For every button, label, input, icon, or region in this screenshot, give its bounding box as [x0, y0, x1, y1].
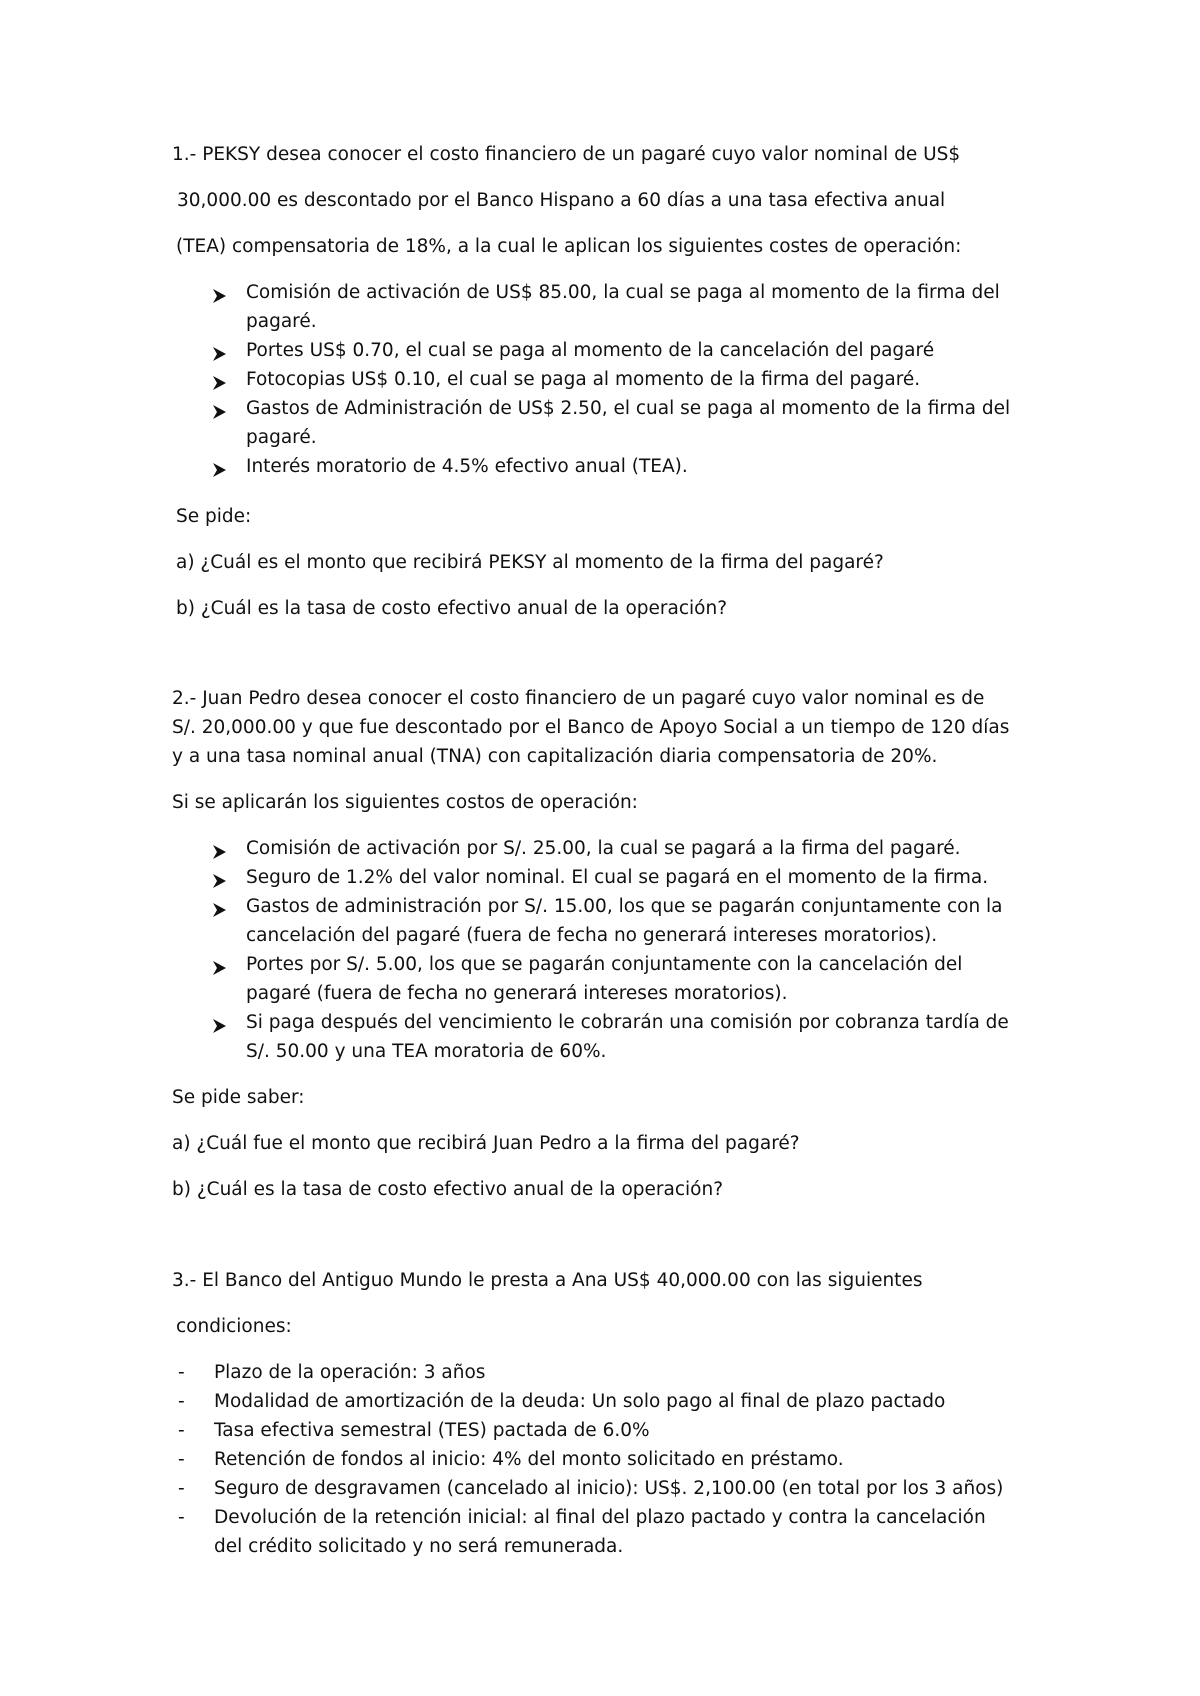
q1-bullet-text: Fotocopias US$ 0.10, el cual se paga al momento de la firma del pagaré. — [246, 369, 921, 390]
q1-bullet-text: pagaré. — [246, 311, 317, 332]
q2-bullet-text: Comisión de activación por S/. 25.00, la cual se pagará a la firma del pagaré. — [246, 838, 961, 859]
q1-line-1: 1.- PEKSY desea conocer el costo financiero de un pagaré cuyo valor nominal de US$ — [172, 144, 961, 165]
q1-question-b: b) ¿Cuál es la tasa de costo efectivo anual de la operación? — [176, 598, 728, 619]
arrow-bullet-icon — [212, 462, 227, 478]
list-dash: - — [178, 1362, 185, 1383]
q2-bullet-text: Si paga después del vencimiento le cobrarán una comisión por cobranza tardía de — [246, 1012, 1009, 1033]
q2-question-b: b) ¿Cuál es la tasa de costo efectivo anual de la operación? — [172, 1179, 724, 1200]
arrow-bullet-icon — [212, 375, 227, 391]
q1-bullet-text: Interés moratorio de 4.5% efectivo anual (TEA). — [246, 456, 688, 477]
q2-bullet-text: cancelación del pagaré (fuera de fecha no generará intereses moratorios). — [246, 925, 938, 946]
list-dash: - — [178, 1449, 185, 1470]
arrow-bullet-icon — [212, 404, 227, 420]
q1-bullet-text: Comisión de activación de US$ 85.00, la cual se paga al momento de la firma del — [246, 282, 1000, 303]
q2-line-3: y a una tasa nominal anual (TNA) con capitalización diaria compensatoria de 20%. — [172, 746, 938, 767]
list-dash: - — [178, 1478, 185, 1499]
q1-line-3: (TEA) compensatoria de 18%, a la cual le aplican los siguientes costes de operación: — [176, 236, 962, 257]
q1-bullet-text: Gastos de Administración de US$ 2.50, el cual se paga al momento de la firma del — [246, 398, 1011, 419]
list-dash: - — [178, 1391, 185, 1412]
q2-line-2: S/. 20,000.00 y que fue descontado por el Banco de Apoyo Social a un tiempo de 120 días — [172, 717, 1010, 738]
q2-line-1: 2.- Juan Pedro desea conocer el costo financiero de un pagaré cuyo valor nominal es de — [172, 688, 985, 709]
q2-question-a: a) ¿Cuál fue el monto que recibirá Juan Pedro a la firma del pagaré? — [172, 1133, 800, 1154]
q2-bullet-text: Seguro de 1.2% del valor nominal. El cual se pagará en el momento de la firma. — [246, 867, 989, 888]
q2-bullet-text: S/. 50.00 y una TEA moratoria de 60%. — [246, 1041, 607, 1062]
q2-bullet-text: pagaré (fuera de fecha no generará intereses moratorios). — [246, 983, 788, 1004]
arrow-bullet-icon — [212, 902, 227, 918]
q2-bullet-text: Portes por S/. 5.00, los que se pagarán conjuntamente con la cancelación del — [246, 954, 963, 975]
q1-bullet-text: Portes US$ 0.70, el cual se paga al momento de la cancelación del pagaré — [246, 340, 935, 361]
q3-item-text: Devolución de la retención inicial: al final del plazo pactado y contra la cancelación — [214, 1507, 986, 1528]
q1-se-pide: Se pide: — [176, 506, 252, 527]
list-dash: - — [178, 1507, 185, 1528]
q3-line-2: condiciones: — [176, 1316, 292, 1337]
arrow-bullet-icon — [212, 960, 227, 976]
q2-intro: Si se aplicarán los siguientes costos de operación: — [172, 792, 638, 813]
q3-item-text: del crédito solicitado y no será remunerada. — [214, 1536, 624, 1557]
list-dash: - — [178, 1420, 185, 1441]
q3-line-1: 3.- El Banco del Antiguo Mundo le presta a Ana US$ 40,000.00 con las siguientes — [172, 1270, 923, 1291]
q3-item-text: Plazo de la operación: 3 años — [214, 1362, 486, 1383]
q1-question-a: a) ¿Cuál es el monto que recibirá PEKSY al momento de la firma del pagaré? — [176, 552, 884, 573]
q2-se-pide: Se pide saber: — [172, 1087, 305, 1108]
arrow-bullet-icon — [212, 288, 227, 304]
q2-bullet-text: Gastos de administración por S/. 15.00, los que se pagarán conjuntamente con la — [246, 896, 1003, 917]
q3-item-text: Retención de fondos al inicio: 4% del monto solicitado en préstamo. — [214, 1449, 844, 1470]
arrow-bullet-icon — [212, 844, 227, 860]
q1-line-2: 30,000.00 es descontado por el Banco Hispano a 60 días a una tasa efectiva anual — [177, 190, 946, 211]
q3-item-text: Seguro de desgravamen (cancelado al inicio): US$. 2,100.00 (en total por los 3 años) — [214, 1478, 1004, 1499]
arrow-bullet-icon — [212, 346, 227, 362]
q1-bullet-text: pagaré. — [246, 427, 317, 448]
arrow-bullet-icon — [212, 1018, 227, 1034]
arrow-bullet-icon — [212, 873, 227, 889]
q3-item-text: Tasa efectiva semestral (TES) pactada de 6.0% — [214, 1420, 650, 1441]
q3-item-text: Modalidad de amortización de la deuda: Un solo pago al final de plazo pactado — [214, 1391, 946, 1412]
